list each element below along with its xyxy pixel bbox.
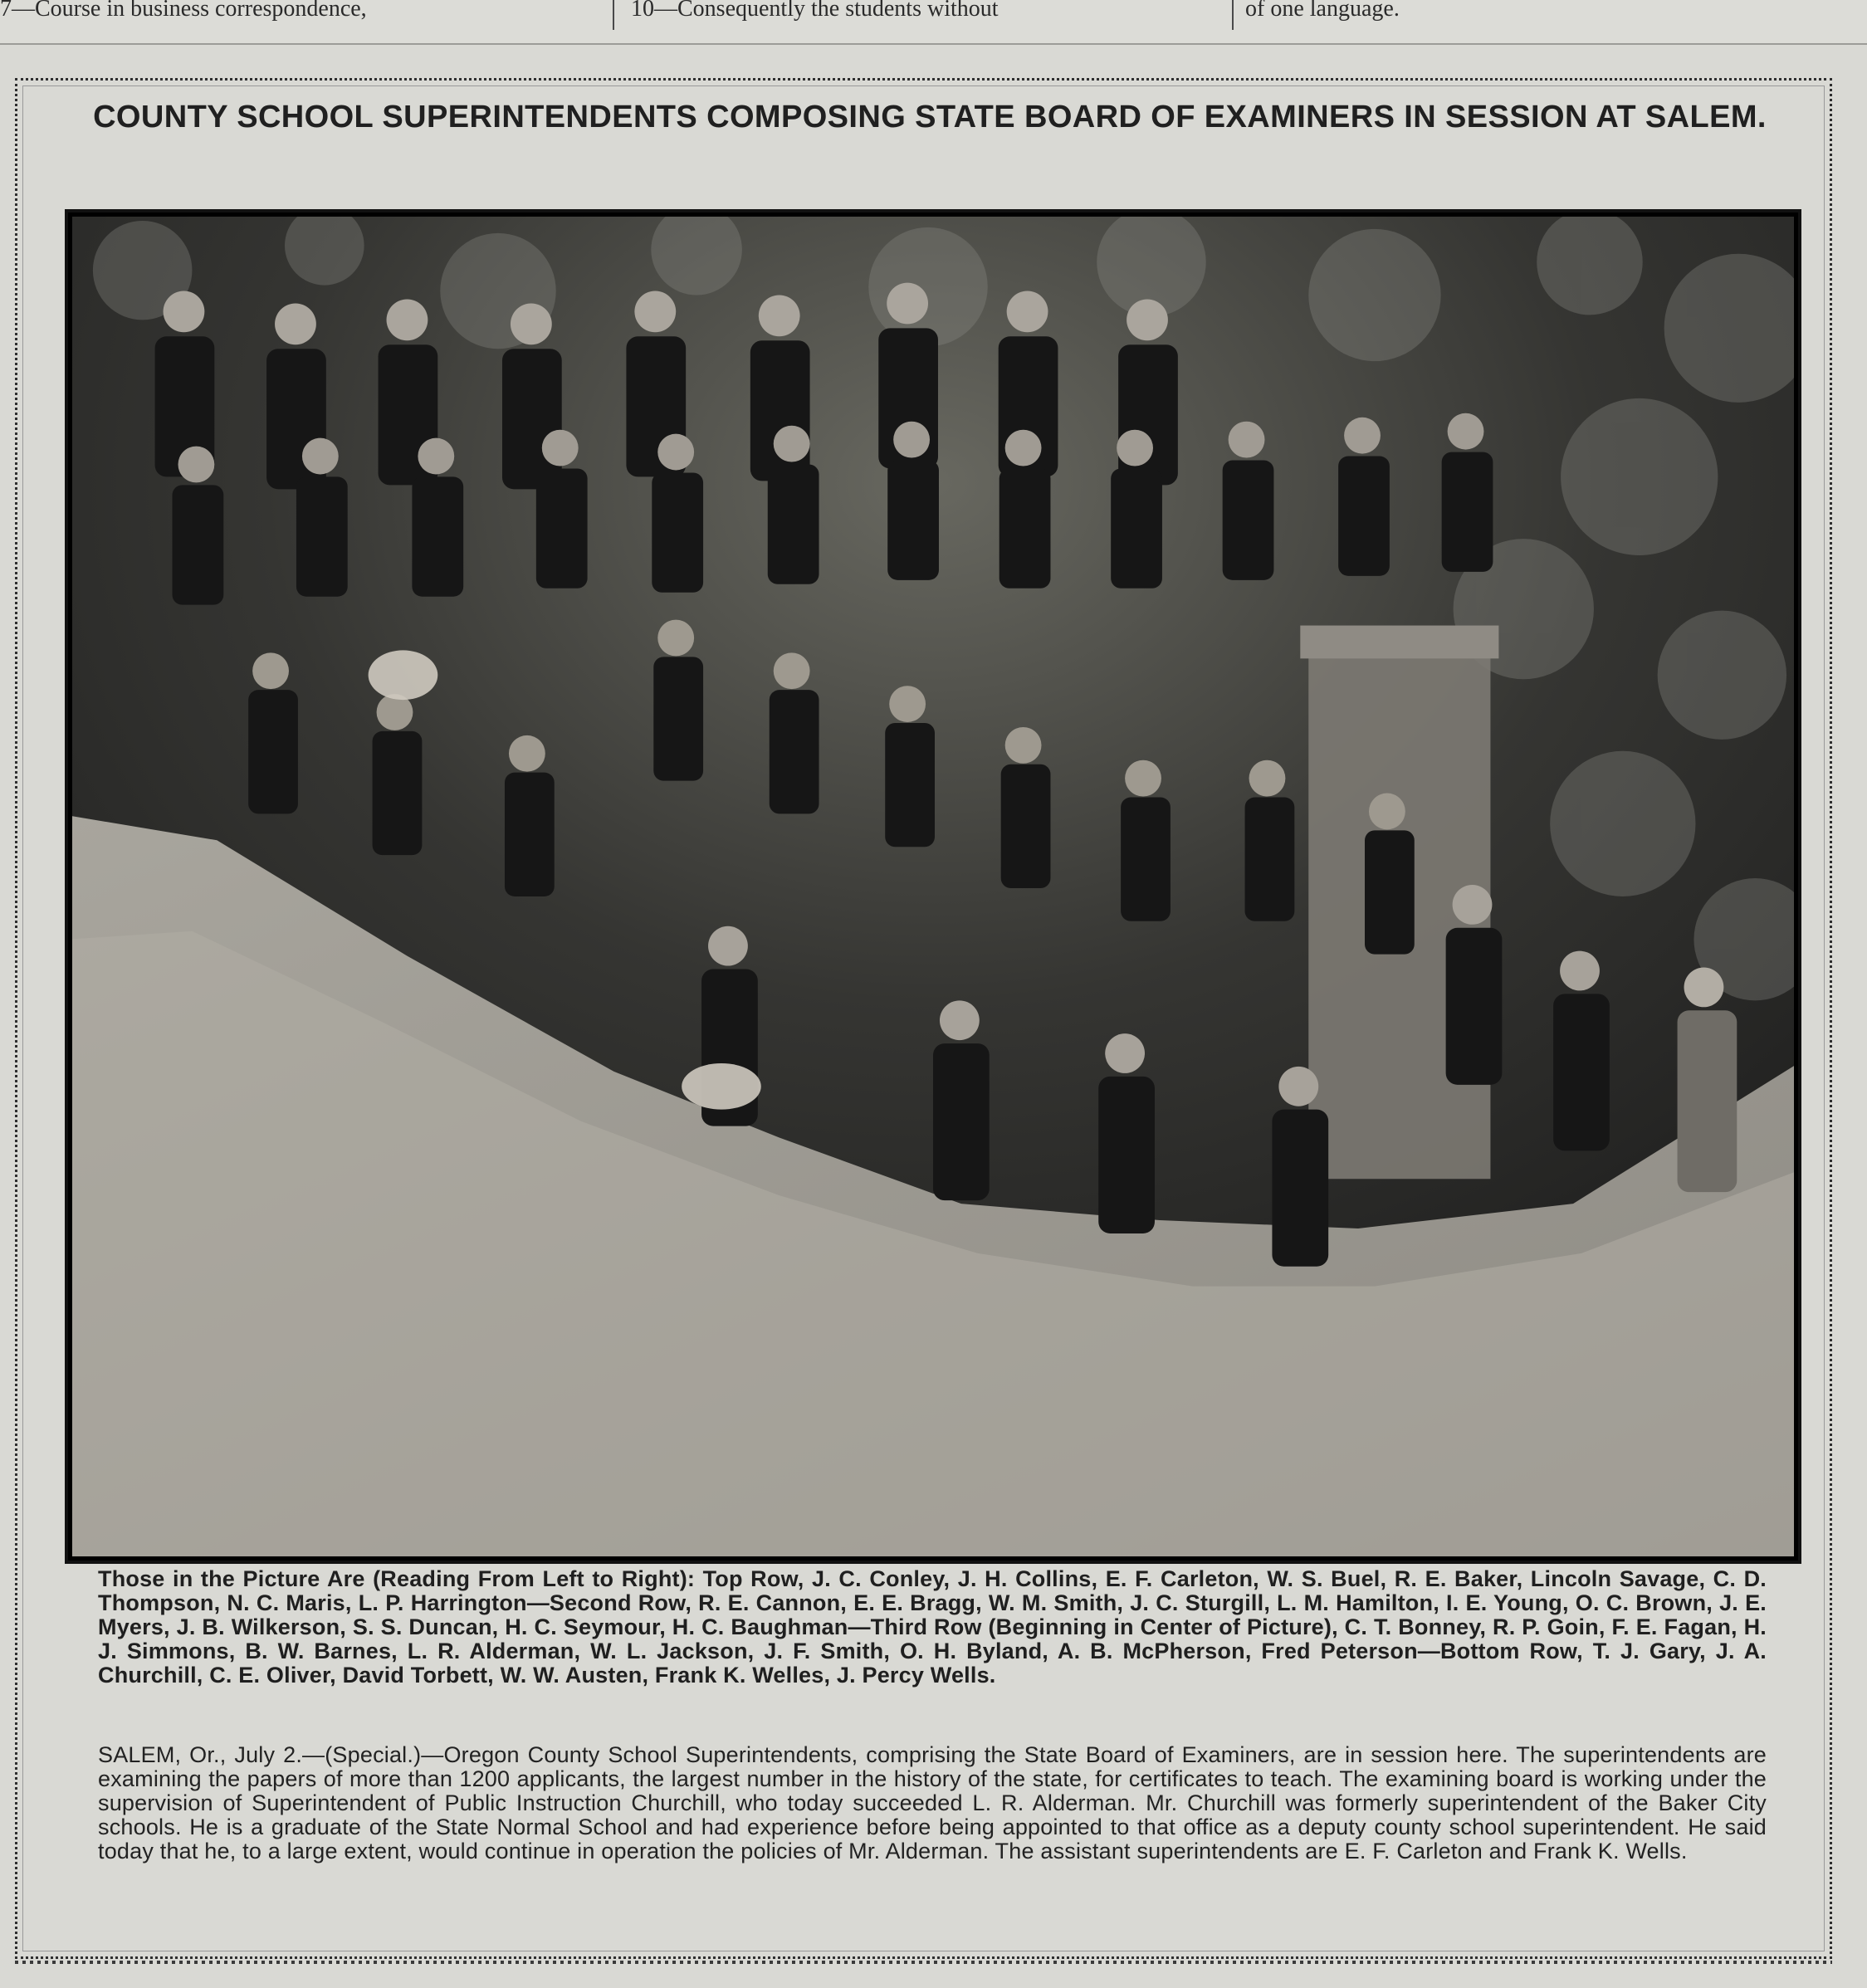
column-divider [613,0,614,30]
bottom-rule [15,1961,1832,1964]
top-column-1: 7—Course in business correspondence, [0,0,367,22]
column-divider [1232,0,1234,30]
top-column-2: 10—Consequently the students without [631,0,999,22]
headline: COUNTY SCHOOL SUPERINTENDENTS COMPOSING STATE BOARD OF EXAMINERS IN SESSION AT SALEM. [93,100,1767,134]
article-body: SALEM, Or., July 2.—(Special.)—Oregon County School Superintendents, comprising the State Board of Examiners, are in session here. The superintendents are examining the papers of more than 1200 applicants, the largest number in the history of the state, for certificates to teach. The examining board is working under the supervision of Superintendent of Public Instruction Churchill, who today succeeded L. R. Alderman. Mr. Churchill was formerly superintendent of the Baker City schools. He is a graduate of the State Normal School and had experience before being appointed to that office as a deputy county school superintendent. He said today that he, to a large extent, would continue in operation the policies of Mr. Alderman. The assistant superintendents are E. F. Carleton and Frank K. Wells. [98,1742,1767,1863]
photo-caption: Those in the Picture Are (Reading From Left to Right): Top Row, J. C. Conley, J. H. Collins, E. F. Carleton, W. S. Buel, R. E. Baker, Lincoln Savage, C. D. Thompson, N. C. Maris, L. P. Harrington—Second Row, R. E. Cannon, E. E. Bragg, W. M. Smith, J. C. Sturgill, L. M. Hamilton, I. E. Young, O. C. Brown, J. E. Myers, J. B. Wilkerson, S. S. Duncan, H. C. Seymour, H. C. Baughman—Third Row (Beginning in Center of Picture), C. T. Bonney, R. P. Goin, F. E. Fagan, H. J. Simmons, B. W. Barnes, L. R. Alderman, W. L. Jackson, J. F. Smith, O. H. Byland, A. B. McPherson, Fred Peterson—Bottom Row, T. J. Gary, J. A. Churchill, C. E. Oliver, David Torbett, W. W. Austen, Frank K. Welles, J. Percy Wells. [98,1566,1767,1688]
top-strip [0,0,1867,45]
top-column-3: of one language. [1245,0,1400,22]
group-photo [65,209,1801,1564]
photo-illustration [68,212,1798,1561]
